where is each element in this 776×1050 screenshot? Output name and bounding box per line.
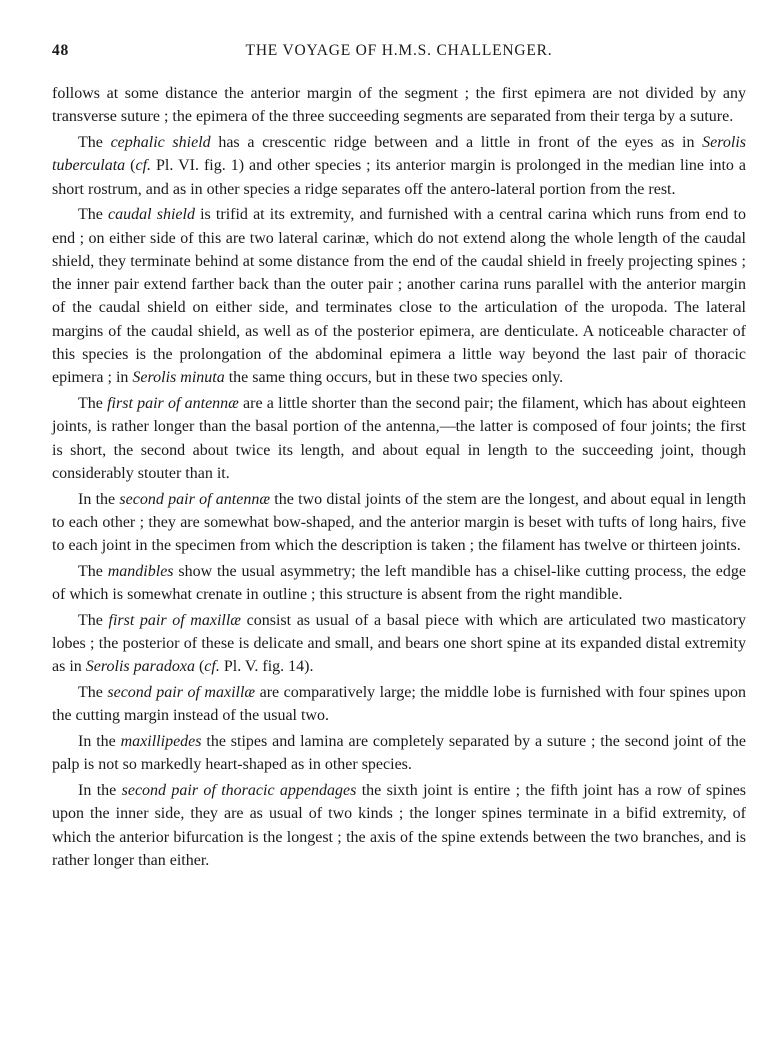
page-number: 48: [52, 42, 70, 59]
text-run: The: [78, 611, 109, 629]
text-run: is trifid at its extremity, and furnished with a central carina which runs from end to end ; on either side of this are two lateral carinæ, which do not extend along the whole length of the caudal shield, they terminate behind at some distance from the end of the caudal shield in freely projecting spines ; the inner pair extend farther back than the outer pair ; another carina runs parallel with the anterior margin of the caudal shield on either side, and terminates close to the articulation of the uropoda. The lateral margins of the caudal shield, as well as of the posterior epimera, are denticulate. A noticeable character of this species is the prolongation of the abdominal epimera a little way beyond the last pair of thoracic epimera ; in: [52, 206, 746, 387]
paragraph-second-maxillae: [52, 681, 746, 728]
text-run: the sixth joint is entire ; the fifth joint has a row of spines upon the inner side, they are as usual of two kinds ; the longer spines terminate in a bifid extremity, of which the anterior bifurcation is the longest ; the axis of the spine extends between the two branches, and is rather longer than either.: [52, 782, 747, 870]
text-run: In the: [78, 733, 121, 751]
text-run: are comparatively large; the middle lobe is furnished with four spines upon the cutting margin instead of the usual two.: [52, 684, 746, 725]
paragraph-cephalic-shield: [52, 131, 746, 201]
text-run: In the: [78, 782, 122, 800]
paragraph-first-maxillae: [52, 609, 746, 679]
italic-term: first pair of maxillæ: [108, 611, 241, 629]
italic-term: cf.: [135, 157, 152, 175]
body-text: [52, 82, 746, 872]
italic-term: maxillipedes: [120, 733, 202, 751]
text-run: The: [78, 395, 108, 413]
text-run: (: [194, 658, 205, 676]
italic-term: cf.: [204, 658, 220, 676]
text-run: show the usual asymmetry; the left mandible has a chisel-like cutting process, the edge of which is somewhat crenate in outline ; this structure is absent from the right mandible.: [52, 562, 746, 604]
italic-term: second pair of thoracic appendages: [121, 782, 357, 800]
paragraph-caudal-shield: [52, 203, 746, 389]
paragraph-first-antennae: [52, 392, 746, 485]
text-run: Pl. VI. fig. 1) and other species ; its anterior margin is prolonged in the median line into a short rostrum, and as in other species a ridge separates off the antero-lateral portion from the rest.: [52, 157, 747, 198]
text-run: the stipes and lamina are completely separated by a suture ; the second joint of the palp is not so markedly heart-shaped as in other species.: [52, 733, 746, 774]
text-run: The: [78, 684, 108, 702]
text-run: The: [78, 562, 108, 580]
text-run: Pl. V. fig. 14).: [219, 658, 314, 676]
page-header: [52, 42, 746, 68]
italic-term: first pair of antennæ: [107, 395, 239, 413]
italic-term: cephalic shield: [110, 133, 211, 151]
italic-term: Serolis tuberculata: [52, 133, 747, 175]
text-run: The: [78, 133, 111, 151]
italic-term: second pair of antennæ: [119, 490, 271, 508]
text-run: the two distal joints of the stem are the longest, and about equal in length to each other ; they are somewhat bow-shaped, and the anterior margin is beset with tufts of long hairs, five to each joint in the specimen from which the description is taken ; the filament has twelve or thirteen joints.: [52, 490, 747, 555]
text-run: the same thing occurs, but in these two species only.: [224, 369, 564, 387]
paragraph-continuation: [52, 82, 746, 129]
text-run: follows at some distance the anterior margin of the segment ; the first epimera are not divided by any transverse suture ; the epimera of the three succeeding segments are separated from their terga by a suture.: [52, 85, 746, 126]
text-run: has a crescentic ridge between and a little in front of the eyes as in: [210, 133, 703, 151]
running-title: THE VOYAGE OF H.M.S. CHALLENGER.: [245, 42, 553, 59]
paragraph-maxillipedes: [52, 730, 746, 777]
text-run: consist as usual of a basal piece with which are articulated two masticatory lobes ; the posterior of these is delicate and small, and bears one short spine at its expanded distal extremity as in: [52, 611, 747, 676]
paragraph-second-antennae: [52, 488, 746, 558]
text-run: are a little shorter than the second pair; the filament, which has about eighteen joints, is rather longer than the basal portion of the antenna,—the latter is composed of four joints; the first is short, the second about twice its length, and about equal in length to the succeeding joint, though considerably stouter than it.: [52, 395, 747, 482]
text-run: In the: [78, 490, 120, 508]
text-run: The: [78, 206, 109, 224]
paragraph-mandibles: [52, 560, 746, 607]
italic-term: Serolis paradoxa: [85, 658, 195, 676]
paragraph-thoracic-appendages: [52, 779, 746, 872]
italic-term: Serolis minuta: [132, 369, 225, 387]
italic-term: caudal shield: [108, 206, 195, 224]
text-run: (: [125, 157, 136, 175]
italic-term: mandibles: [107, 562, 174, 580]
italic-term: second pair of maxillæ: [107, 684, 256, 702]
